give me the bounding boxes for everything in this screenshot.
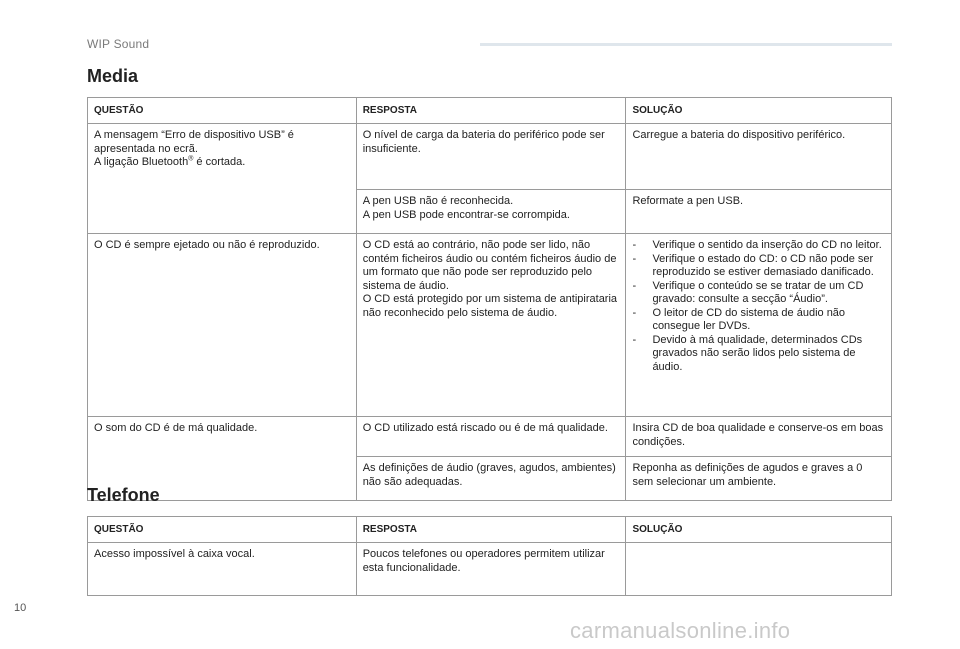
- registered-mark: ®: [188, 155, 194, 163]
- answer-cell: [356, 190, 626, 234]
- answer-cell: Poucos telefones ou operadores permitem utilizar esta funcionalidade.: [356, 543, 626, 596]
- solution-cell: Insira CD de boa qualidade e conserve-os em boas condições.: [626, 417, 892, 457]
- solution-list: [632, 239, 885, 374]
- answer-cell: [356, 234, 626, 417]
- column-header-answer: RESPOSTA: [356, 517, 626, 543]
- question-text: é cortada.: [193, 156, 246, 168]
- answer-line: A pen USB pode encontrar-se corrompida.: [362, 208, 570, 221]
- table-header-row: [88, 517, 892, 543]
- column-header-solution: SOLUÇÃO: [626, 98, 892, 124]
- question-cell: [88, 124, 357, 234]
- question-line: A mensagem “Erro de dispositivo USB” é apresentada no ecrã.: [94, 129, 294, 155]
- answer-line: A pen USB não é reconhecida.: [362, 195, 514, 207]
- answer-cell: O nível de carga da bateria do periférico pode ser insuficiente.: [356, 124, 626, 190]
- answer-line: O CD está protegido por um sistema de antipirataria não reconhecido pelo sistema de áudio.: [362, 293, 618, 319]
- column-header-solution: SOLUÇÃO: [626, 517, 892, 543]
- question-cell: O som do CD é de má qualidade.: [88, 417, 357, 501]
- list-item: - Devido à má qualidade, determinados CDs gravados não serão lidos pelo sistema de áudio.: [632, 334, 885, 375]
- solution-cell: [626, 234, 892, 417]
- table-row: [88, 124, 892, 190]
- solution-cell: Reformate a pen USB.: [626, 190, 892, 234]
- solution-cell: Reponha as definições de agudos e graves a 0 sem selecionar um ambiente.: [626, 457, 892, 501]
- solution-cell: Carregue a bateria do dispositivo periférico.: [626, 124, 892, 190]
- page-number: 10: [14, 602, 27, 614]
- question-cell: Acesso impossível à caixa vocal.: [88, 543, 357, 596]
- answer-cell: O CD utilizado está riscado ou é de má qualidade.: [356, 417, 626, 457]
- watermark: carmanualsonline.info: [570, 618, 791, 643]
- column-header-question: QUESTÃO: [88, 517, 357, 543]
- table-row: [88, 234, 892, 417]
- answer-cell: As definições de áudio (graves, agudos, ambientes) não são adequadas.: [356, 457, 626, 501]
- media-title: Media: [87, 66, 139, 86]
- question-text: A ligação Bluetooth: [94, 156, 189, 168]
- table-row: [88, 417, 892, 457]
- solution-cell: [626, 543, 892, 596]
- list-item: - Verifique o estado do CD: o CD não pode ser reproduzido se estiver demasiado danificado.: [632, 253, 885, 280]
- question-line: [94, 156, 350, 170]
- list-item: - Verifique o sentido da inserção do CD no leitor.: [632, 239, 885, 253]
- answer-line: O CD está ao contrário, não pode ser lido, não contém ficheiros áudio ou contém ficheiros áudio de um formato que não pode ser reproduzido pelo sistema de áudio.: [362, 239, 617, 292]
- table-row: [88, 543, 892, 596]
- telefone-table: [87, 516, 892, 596]
- table-header-row: [88, 98, 892, 124]
- list-item: - O leitor de CD do sistema de áudio não consegue ler DVDs.: [632, 307, 885, 334]
- header-divider: [480, 43, 892, 46]
- section-header-label: WIP Sound: [87, 37, 150, 51]
- media-table: [87, 97, 892, 501]
- list-item: - Verifique o conteúdo se se tratar de um CD gravado: consulte a secção “Áudio”.: [632, 280, 885, 307]
- column-header-question: QUESTÃO: [88, 98, 357, 124]
- column-header-answer: RESPOSTA: [356, 98, 626, 124]
- question-cell: O CD é sempre ejetado ou não é reproduzido.: [88, 234, 357, 417]
- telefone-title: Telefone: [87, 485, 160, 505]
